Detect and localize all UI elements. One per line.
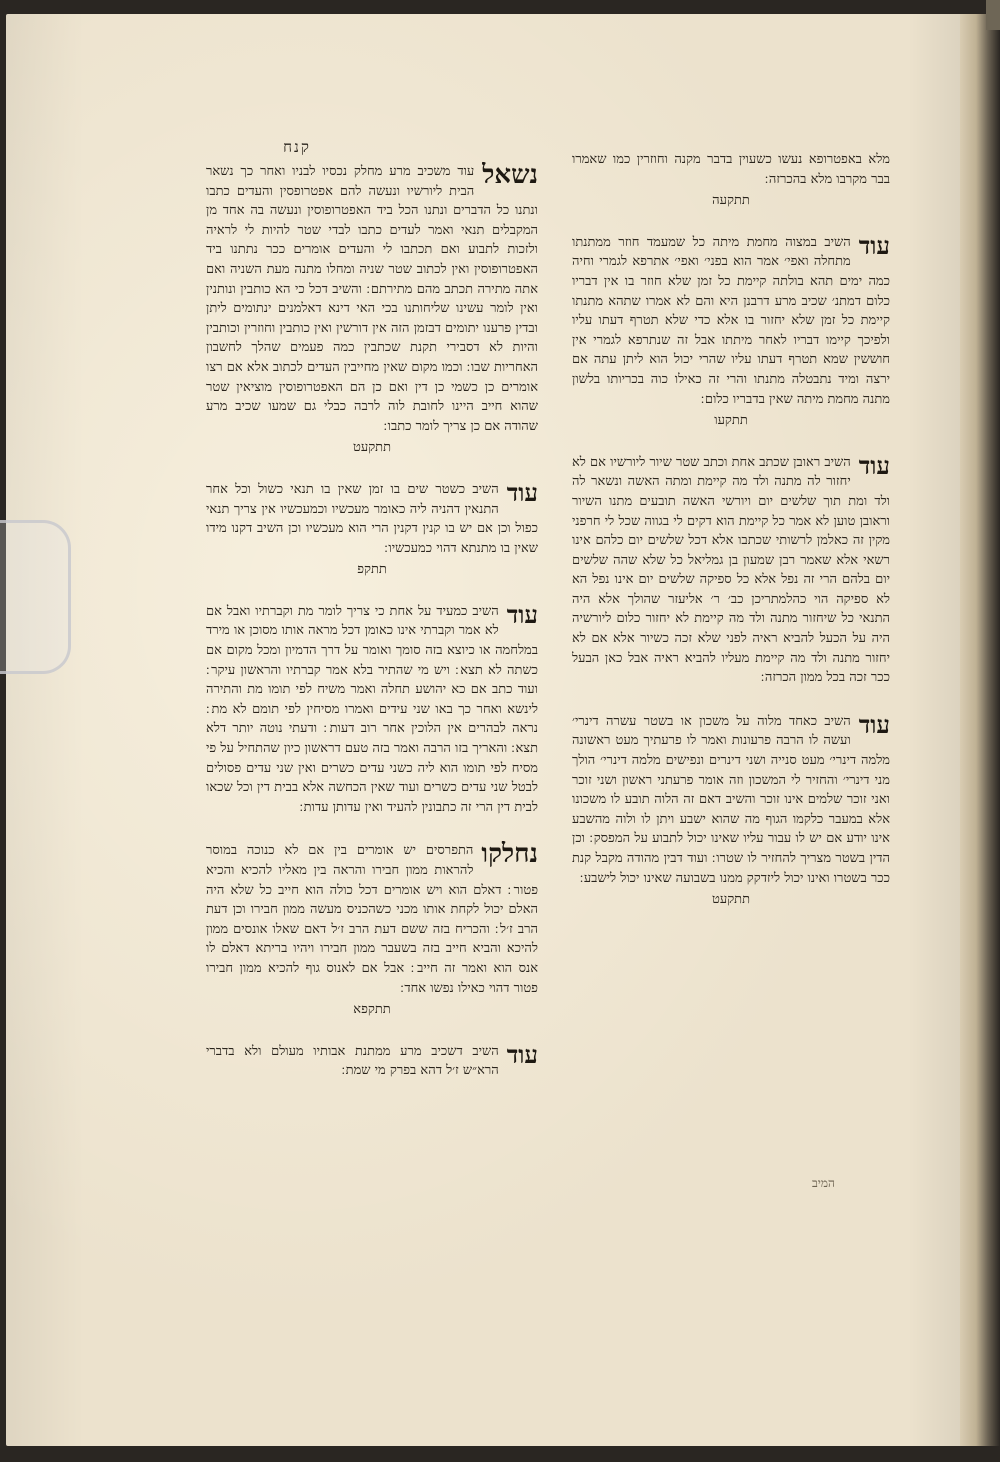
catchword: המיב (812, 1176, 835, 1190)
section-text: מלא באפטרופא נעשו כשעוין בדבר מקנה וחוזרין כמו שאמרו בבר מקרבו מלא בהכרזה ׃ (572, 152, 890, 187)
section-text: השיב כאחד מלוה על משכון או בשטר עשרה דינרי׳ ועשה לו הרבה פרעונות ואמר לו פרעתיך מעט ראשונה מלמה דינרי׳ מעט סנייה ושני דינרים ונפישים מלמה דינרי׳ הולך מני דינרי׳ והחזיר לי המשכון וזה אומר פרעתני ראשון ושני זוכר ואני זוכר שלמים אינו זוכר והשיב דאם זה הלוה תובע לו משכונו אלא במעבר כלקמו הגוף מה שהוא ישבע ויתן לו ולוה מהשבע אינו יודע אם יש לו עבור עליו שאינו יכול לתבוע על המפסק ׃ וכן הדין בשטר מצריך להחזיר לו שטרו ׃ ועוד דבין מהודה מקבל קנת ככר בשטרו ואינו יכול ליזדקק ממנו בשבועה שאינו יכול לישבע ׃ (572, 713, 890, 886)
section-number: תתקעט (711, 892, 751, 908)
section-heading: עוד (858, 452, 890, 480)
section-number: תתקעו (714, 413, 748, 429)
folio-spacer (206, 140, 538, 162)
binder-clip-icon (0, 520, 71, 674)
section-number: תתקפא (353, 1002, 391, 1018)
section-text: התפרסים יש אומרים בין אם לא כנוכה במוסר להראות ממון חבירו והראה בין מאליו להכיא והכיא פטור ׃ דאלם הוא ויש אומרים דכל כולה הוא חייב כל שלא היה האלם יכול לקחת אותו מכני כשהכניס מעשה ממון חבירו וכן דעת הרב ז׳ל ׃ והכריח בזה ששם דעת הרב ז׳ל דאם שאלו אונסים ממון להיכא והביא חייב בזה בשעבר ממון חבירו ויהיו בריתא דאלם לו אנס הוא ואמר זה חייב ׃ אבל אם לאנוס גוף להכיא ממון חבירו פטור דהוי כאילו נפשו אחד ׃ (206, 843, 538, 996)
section (206, 1042, 538, 1083)
section (206, 162, 538, 458)
section-heading: עוד (506, 601, 538, 629)
section-text: עוד משכיב מרע מחלק נכסיו לבניו ואחר כך נשאר הבית ליורשיו ונעשה להם אפטרופסין והעדים כתבו ונתנו כל הדברים ונתנו הכל ביד האפטרופוסין ונעשה בה אחד מן המקבלים תנאי ואמר לעדים כתבו לבדי שטר להיות לי לראיה ולזכות לתבוע ואם תכתבו לי והעדים אומרים ככר נתתנו ביד האפטרופוסין ואין לכתוב שטר שניה ומחלו מתנה מעת השניה ואם אתה מתירה תכתב מהם מתירתם ׃ והשיב דכל כי הא כותבין ונותנין ואין לומר עשינו שליחותנו בכי האי דינא דאלמנים ינתומים ליתן ובדין פרענו יתומים דבזמן הזה אין דורשין ואין כותבין וחוזרין וכותבין והיות לא דסבירי תקנת שכתבין כמה פעמים שהלך לחשבון האחריות שבו ׃ וכמו מקום שאין מחייבין העדים לכתוב אלא אם רצו אומרים כן כשמי כן דין ואם כן הם האפטרופוסין מוציאין שטר שהוא חייב היינו לחובת לוה לרבה כבלי גם שמעו שכיב מרע שהודה אם כן צריך לומר כתבו ׃ (206, 164, 538, 434)
section (206, 841, 538, 1019)
section (206, 602, 538, 820)
page-gutter-edge (960, 14, 1000, 1446)
section-text: השיב כמעיד על אחת כי צריך לומר מת וקברתיו ואבל אם לא אמר וקברתי אינו כאומן דכל מראה אותו מסוכן או מירד במלחמה או כיוצא בזה סומך ואומר על דרך הדמיון ומכל מקום אם כשתה לא תצא ׃ ויש מי שהתיר בלא אמר קברתיו והראשון עיקר ׃ ועוד כתב אם כא יהושע תחלה ואמר משיח לפי תומו מת והתירה לינשא ואחר כך באו שני עידים ואמרו מסיחין לפי תומם לא מת ׃ נראה לבהרים אין הלוכין אחר רוב דעות ׃ ודעתי נוטה יותר דלא תצא ׃ והאריך בזו הרבה ואמר בזה טעם דראשון כיון שהתחיל על פי מסיח לפי תומו הוא ליה כשני עדים כשרים ואין שני עדים פסולים לבטל שני עדים כשרים ועוד שאין הכחשה אלא בבית דין וכל שכאו לבית דין הרי זה כתבונין להעיד ואין עדותן עדות ׃ (206, 603, 538, 815)
section (572, 233, 890, 431)
text-column-left (206, 140, 538, 1210)
section-heading: עוד (858, 232, 890, 260)
section-number: תתקעט (352, 440, 392, 456)
section-heading: עוד (506, 1041, 538, 1069)
section (206, 480, 538, 580)
section-text: השיב דשכיב מרע ממתנת אבותיו מעולם ולא בדברי הרא״ש ז׳ל דהא בפרק מי שמת ׃ (206, 1043, 499, 1079)
section (572, 712, 890, 910)
section (572, 453, 890, 690)
text-column-right (572, 150, 890, 1200)
section (572, 150, 890, 211)
section-number: תתקפ (357, 562, 387, 578)
section-text: השיב ראובן שכתב אחת וכתב שטר שיור ליורשיו אם לא יחזור לה מתנה ולד מה קיימת ומתה האשה ונשאר לה ולד ומת תוך שלשים יום ויורשי האשה תובעים מתנו השיור וראובן טוען לא אמר כל קיימת הוא דקים לי בגווה שכל לי חרפני מקין זה כאלמן לרשותי שכתבו אלא דכל שלשים יום כלהם אינו רשאי אלא שאמר רבן שמעון בן גמליאל כל שלא שהה שלשים יום בלהם הרי זה נפל אלא כל ספיקה שלשים יום אינו נפל הא לא ספיקה הוי כהלמתריכן כב׳ ר׳ אליעזר שהולך אלא היה התנאי כל שיחזור מתנה ולד מה קיימת לא יחזור כלום ליורשיה היה על הכעל להביא ראיה לפני שלא זכה כשיור אלא אם לא יחזור מתנה ולד מה קיימת מעליו להביא ראיה אבל כאן הבעל ככר זכה בכל ממון הכרזה ׃ (572, 454, 890, 686)
page-top-strip (986, 0, 1000, 30)
section-heading: נשאל (482, 162, 538, 190)
section-heading: נחלקו (481, 841, 538, 870)
section-text: השיב במצוה מחמת מיתה כל שמעמד חוזר ממתנתו מתחלה ואפי׳ אמר הוא בפני׳ ואפי׳ אתרפא לגמרי וחיה כמה ימים תהא בולתה קיימת כל זמן שלא חוזר בו אין דבריו כלום דמתנ׳ שכיב מרע דרבנן היא והם לא אמרו שתהא מתנתו קיימת כל זמן שלא יחזור בו אלא כדי שלא תטרף דעתו עליו ולפיכך קיימו דבריו לאחר מיתתו אבל זה שנתרפא לגמרי אין חוששין שמא תטרף דעתו עליו שהרי יכול הוא ליתן עתה אם ירצה ומיד נתבטלה מתנתו והרי זה כאילו כוה בכריותו בלשון מתנה מחמת מיתה שאין בדבריו כלום ׃ (572, 234, 890, 407)
folio-number: קנח (283, 138, 311, 156)
section-heading: עוד (506, 479, 538, 507)
section-text: השיב כשטר שים בו זמן שאין בו תנאי כשול וכל אחר התנאין דהניה ליה כאומר מעכשיו וכמעכשיו אין צריך תנאי כפול וכן אם יש בו קנין דקנין הרי הוא מעכשיו וכן השיב דקנו מידו שאין בו מתנתא דהוי כמעכשיו ׃ (206, 481, 538, 556)
section-number: תתקעה (712, 193, 750, 209)
section-heading: עוד (858, 711, 890, 739)
